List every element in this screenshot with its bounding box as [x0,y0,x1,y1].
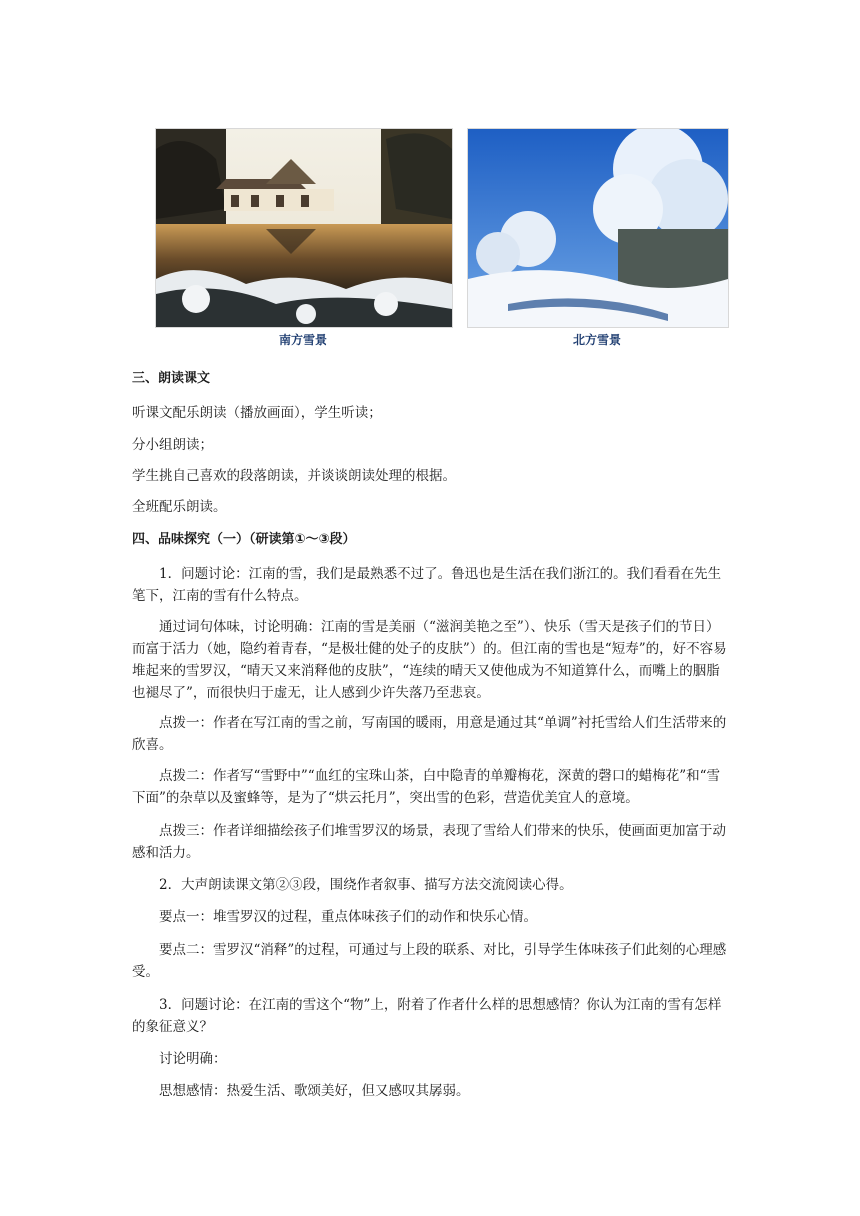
paragraph: 3．问题讨论：在江南的雪这个“物”上，附着了作者什么样的思想感情？你认为江南的雪有怎样的象征意义？ [132,997,722,1035]
paragraph: 讨论明确： [159,1051,227,1067]
section-3-line: 学生挑自己喜欢的段落朗读，并谈谈朗读处理的根据。 [132,468,456,484]
paragraph: 2．大声朗读课文第②③段，围绕作者叙事、描写方法交流阅读心得。 [159,877,573,893]
paragraph: 点拨二：作者写“雪野中”“血红的宝珠山茶，白中隐青的单瓣梅花，深黄的磬口的蜡梅花”和“雪下面”的杂草以及蜜蜂等，是为了“烘云托月”，突出雪的色彩，营造优美宜人的意境。 [132,768,721,806]
paragraph: 思想感情：热爱生活、歌颂美好，但又感叹其孱弱。 [159,1083,470,1099]
section-3-line: 全班配乐朗读。 [132,499,227,515]
paragraph: 要点二：雪罗汉“消释”的过程，可通过与上段的联系、对比，引导学生体味孩子们此刻的心理感受。 [132,942,727,980]
south-snow-photo [155,128,453,328]
paragraph: 点拨一：作者在写江南的雪之前，写南国的暖雨，用意是通过其“单调”衬托雪给人们生活带来的欣喜。 [132,715,727,753]
south-snow-caption: 南方雪景 [278,333,327,347]
paragraph: 1．问题讨论：江南的雪，我们是最熟悉不过了。鲁迅也是生活在我们浙江的。我们看看在先生笔下，江南的雪有什么特点。 [132,566,722,604]
section-3-heading: 三、朗读课文 [132,371,211,386]
section-3-line: 分小组朗读； [132,437,213,453]
paragraph: 通过词句体味，讨论明确：江南的雪是美丽（“滋润美艳之至”）、快乐（雪天是孩子们的节日）而富于活力（她，隐约着青春，“是极壮健的处子的皮肤”）的。但江南的雪也是“短寿”的，好不容易堆起来的雪罗汉，“晴天又来消释他的皮肤”，“连续的晴天又使他成为不知道算什么，而嘴上的胭脂也褪尽了”，而很快归于虚无，让人感到少许失落乃至悲哀。 [132,619,727,701]
paragraph: 点拨三：作者详细描绘孩子们堆雪罗汉的场景，表现了雪给人们带来的快乐，使画面更加富于动感和活力。 [132,823,726,861]
paragraph: 要点一：堆雪罗汉的过程，重点体味孩子们的动作和快乐心情。 [159,909,537,925]
section-4-heading: 四、品味探究（一）（研读第①～③段） [132,532,356,547]
north-snow-caption: 北方雪景 [572,333,621,347]
north-snow-photo [467,128,729,328]
section-3-line: 听课文配乐朗读（播放画面），学生听读； [132,405,382,421]
